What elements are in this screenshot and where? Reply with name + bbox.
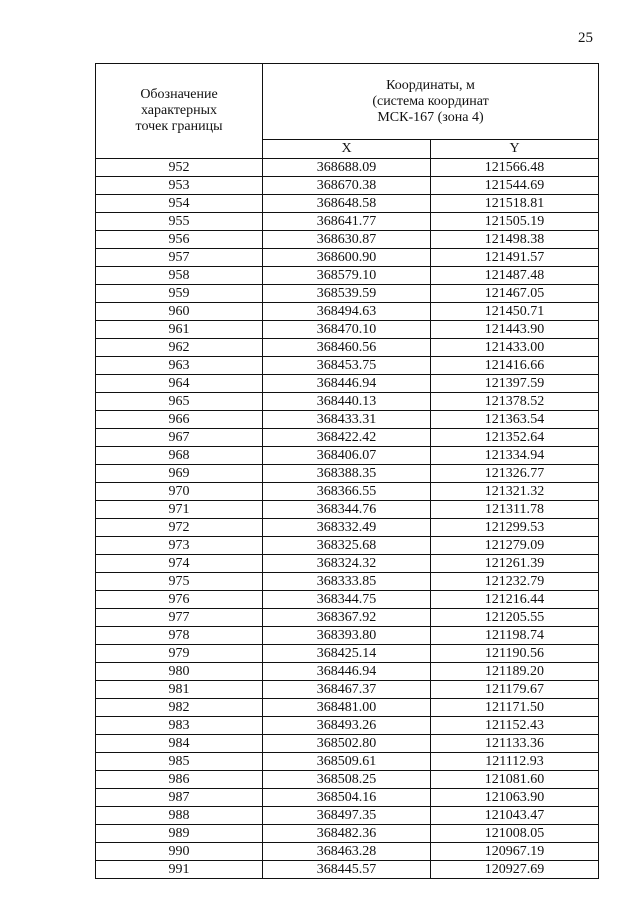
x-coordinate-cell: 368579.10	[263, 267, 431, 285]
point-id-cell: 982	[96, 699, 263, 717]
point-id-cell: 961	[96, 321, 263, 339]
x-coordinate-cell: 368324.32	[263, 555, 431, 573]
x-coordinate-cell: 368493.26	[263, 717, 431, 735]
table-row	[96, 699, 599, 717]
y-coordinate-cell: 121232.79	[431, 573, 599, 591]
y-coordinate-cell: 120967.19	[431, 843, 599, 861]
table-row	[96, 177, 599, 195]
point-id-cell: 986	[96, 771, 263, 789]
y-coordinate-cell: 121081.60	[431, 771, 599, 789]
x-coordinate-cell: 368494.63	[263, 303, 431, 321]
table-row	[96, 321, 599, 339]
y-coordinate-cell: 121205.55	[431, 609, 599, 627]
y-coordinate-cell: 121152.43	[431, 717, 599, 735]
x-coordinate-cell: 368344.76	[263, 501, 431, 519]
point-id-cell: 971	[96, 501, 263, 519]
point-id-cell: 970	[96, 483, 263, 501]
table-row	[96, 483, 599, 501]
x-coordinate-cell: 368630.87	[263, 231, 431, 249]
table-row	[96, 825, 599, 843]
point-id-cell: 991	[96, 861, 263, 879]
point-id-cell: 962	[96, 339, 263, 357]
table-row	[96, 645, 599, 663]
y-coordinate-cell: 120927.69	[431, 861, 599, 879]
point-id-cell: 973	[96, 537, 263, 555]
x-column-header: X	[263, 140, 431, 159]
point-id-cell: 959	[96, 285, 263, 303]
coordinates-table-body	[96, 159, 599, 879]
table-row	[96, 465, 599, 483]
point-id-cell: 968	[96, 447, 263, 465]
y-coordinate-cell: 121171.50	[431, 699, 599, 717]
x-coordinate-cell: 368509.61	[263, 753, 431, 771]
y-coordinate-cell: 121133.36	[431, 735, 599, 753]
point-id-cell: 960	[96, 303, 263, 321]
point-id-cell: 969	[96, 465, 263, 483]
coords-header-line: МСК-167 (зона 4)	[377, 109, 484, 125]
x-coordinate-cell: 368481.00	[263, 699, 431, 717]
table-row	[96, 285, 599, 303]
x-coordinate-cell: 368470.10	[263, 321, 431, 339]
table-row	[96, 231, 599, 249]
point-id-cell: 983	[96, 717, 263, 735]
y-coordinate-cell: 121498.38	[431, 231, 599, 249]
x-coordinate-cell: 368406.07	[263, 447, 431, 465]
y-coordinate-cell: 121321.32	[431, 483, 599, 501]
y-coordinate-cell: 121450.71	[431, 303, 599, 321]
x-coordinate-cell: 368445.57	[263, 861, 431, 879]
point-header-line: точек границы	[135, 119, 223, 134]
x-coordinate-cell: 368366.55	[263, 483, 431, 501]
y-coordinate-cell: 121378.52	[431, 393, 599, 411]
coords-header-line: (система координат	[372, 93, 489, 109]
y-coordinate-cell: 121352.64	[431, 429, 599, 447]
point-id-cell: 964	[96, 375, 263, 393]
x-coordinate-cell: 368641.77	[263, 213, 431, 231]
x-coordinate-cell: 368670.38	[263, 177, 431, 195]
y-coordinate-cell: 121467.05	[431, 285, 599, 303]
x-coordinate-cell: 368508.25	[263, 771, 431, 789]
x-coordinate-cell: 368332.49	[263, 519, 431, 537]
x-coordinate-cell: 368393.80	[263, 627, 431, 645]
x-coordinate-cell: 368504.16	[263, 789, 431, 807]
point-header-line: Обозначение	[140, 87, 218, 102]
table-row	[96, 501, 599, 519]
x-coordinate-cell: 368344.75	[263, 591, 431, 609]
y-coordinate-cell: 121334.94	[431, 447, 599, 465]
point-id-cell: 989	[96, 825, 263, 843]
table-row	[96, 861, 599, 879]
y-coordinate-cell: 121397.59	[431, 375, 599, 393]
table-row	[96, 735, 599, 753]
x-coordinate-cell: 368482.36	[263, 825, 431, 843]
point-header-line: характерных	[140, 103, 218, 118]
y-coordinate-cell: 121299.53	[431, 519, 599, 537]
table-row	[96, 573, 599, 591]
point-id-cell: 988	[96, 807, 263, 825]
table-row	[96, 213, 599, 231]
x-coordinate-cell: 368367.92	[263, 609, 431, 627]
x-coordinate-cell: 368333.85	[263, 573, 431, 591]
x-coordinate-cell: 368446.94	[263, 375, 431, 393]
x-coordinate-cell: 368425.14	[263, 645, 431, 663]
point-id-cell: 984	[96, 735, 263, 753]
y-coordinate-cell: 121216.44	[431, 591, 599, 609]
y-coordinate-cell: 121544.69	[431, 177, 599, 195]
y-coordinate-cell: 121416.66	[431, 357, 599, 375]
point-id-cell: 990	[96, 843, 263, 861]
x-coordinate-cell: 368502.80	[263, 735, 431, 753]
table-row	[96, 357, 599, 375]
y-coordinate-cell: 121279.09	[431, 537, 599, 555]
y-coordinate-cell: 121179.67	[431, 681, 599, 699]
table-row	[96, 393, 599, 411]
y-coordinate-cell: 121433.00	[431, 339, 599, 357]
table-row	[96, 429, 599, 447]
y-coordinate-cell: 121566.48	[431, 159, 599, 177]
point-designation-header	[96, 64, 263, 159]
point-id-cell: 963	[96, 357, 263, 375]
point-id-cell: 956	[96, 231, 263, 249]
y-coordinate-cell: 121189.20	[431, 663, 599, 681]
table-row	[96, 537, 599, 555]
x-coordinate-cell: 368446.94	[263, 663, 431, 681]
x-coordinate-cell: 368648.58	[263, 195, 431, 213]
table-row	[96, 555, 599, 573]
y-column-header: Y	[431, 140, 599, 159]
table-row	[96, 159, 599, 177]
x-coordinate-cell: 368422.42	[263, 429, 431, 447]
y-coordinate-cell: 121198.74	[431, 627, 599, 645]
x-coordinate-cell: 368388.35	[263, 465, 431, 483]
point-id-cell: 965	[96, 393, 263, 411]
x-coordinate-cell: 368460.56	[263, 339, 431, 357]
point-id-cell: 975	[96, 573, 263, 591]
table-row	[96, 843, 599, 861]
x-coordinate-cell: 368433.31	[263, 411, 431, 429]
y-coordinate-cell: 121063.90	[431, 789, 599, 807]
y-coordinate-cell: 121518.81	[431, 195, 599, 213]
table-row	[96, 195, 599, 213]
y-coordinate-cell: 121326.77	[431, 465, 599, 483]
point-id-cell: 985	[96, 753, 263, 771]
table-row	[96, 627, 599, 645]
table-row	[96, 375, 599, 393]
y-coordinate-cell: 121261.39	[431, 555, 599, 573]
table-row	[96, 519, 599, 537]
point-id-cell: 954	[96, 195, 263, 213]
table-row	[96, 591, 599, 609]
table-row	[96, 267, 599, 285]
table-row	[96, 663, 599, 681]
point-id-cell: 976	[96, 591, 263, 609]
point-id-cell: 952	[96, 159, 263, 177]
point-id-cell: 967	[96, 429, 263, 447]
y-coordinate-cell: 121190.56	[431, 645, 599, 663]
point-id-cell: 966	[96, 411, 263, 429]
y-coordinate-cell: 121443.90	[431, 321, 599, 339]
x-coordinate-cell: 368440.13	[263, 393, 431, 411]
table-row	[96, 249, 599, 267]
table-row	[96, 789, 599, 807]
point-id-cell: 953	[96, 177, 263, 195]
point-id-cell: 980	[96, 663, 263, 681]
y-coordinate-cell: 121043.47	[431, 807, 599, 825]
x-coordinate-cell: 368539.59	[263, 285, 431, 303]
table-row	[96, 771, 599, 789]
x-coordinate-cell: 368497.35	[263, 807, 431, 825]
table-row	[96, 609, 599, 627]
table-row	[96, 753, 599, 771]
x-coordinate-cell: 368463.28	[263, 843, 431, 861]
coordinates-table	[95, 63, 599, 879]
table-row	[96, 807, 599, 825]
y-coordinate-cell: 121008.05	[431, 825, 599, 843]
y-coordinate-cell: 121311.78	[431, 501, 599, 519]
y-coordinate-cell: 121112.93	[431, 753, 599, 771]
coordinates-header	[263, 64, 599, 140]
x-coordinate-cell: 368325.68	[263, 537, 431, 555]
point-id-cell: 972	[96, 519, 263, 537]
table-row	[96, 717, 599, 735]
coords-header-line: Координаты, м	[386, 77, 475, 93]
y-coordinate-cell: 121363.54	[431, 411, 599, 429]
point-id-cell: 974	[96, 555, 263, 573]
table-row	[96, 303, 599, 321]
point-id-cell: 979	[96, 645, 263, 663]
table-row	[96, 339, 599, 357]
page-number: 25	[578, 30, 593, 46]
point-id-cell: 981	[96, 681, 263, 699]
point-id-cell: 977	[96, 609, 263, 627]
point-id-cell: 978	[96, 627, 263, 645]
point-id-cell: 958	[96, 267, 263, 285]
x-coordinate-cell: 368467.37	[263, 681, 431, 699]
table-row	[96, 681, 599, 699]
y-coordinate-cell: 121487.48	[431, 267, 599, 285]
x-coordinate-cell: 368600.90	[263, 249, 431, 267]
point-id-cell: 955	[96, 213, 263, 231]
y-coordinate-cell: 121505.19	[431, 213, 599, 231]
x-coordinate-cell: 368453.75	[263, 357, 431, 375]
table-row	[96, 447, 599, 465]
y-coordinate-cell: 121491.57	[431, 249, 599, 267]
point-id-cell: 987	[96, 789, 263, 807]
point-id-cell: 957	[96, 249, 263, 267]
table-row	[96, 411, 599, 429]
x-coordinate-cell: 368688.09	[263, 159, 431, 177]
